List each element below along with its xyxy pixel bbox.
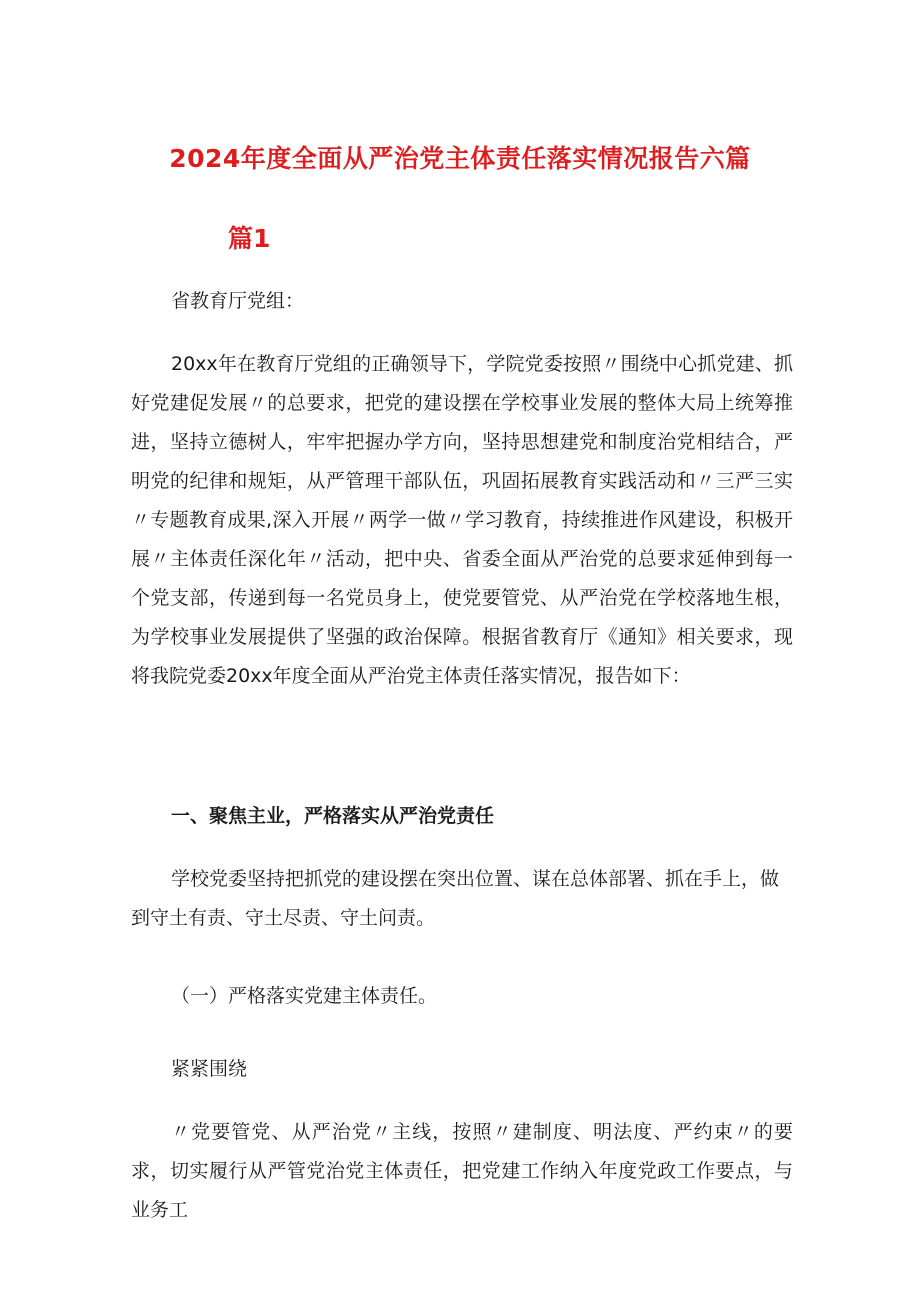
subheading-2: （一）严格落实党建主体责任。 (171, 985, 438, 1007)
document-title: 2024年度全面从严治党主体责任落实情况报告六篇 (169, 144, 751, 173)
body-paragraph-3: 紧紧围绕 (171, 1058, 248, 1080)
salutation: 省教育厅党组： (171, 290, 305, 312)
subheading-1: 一、聚焦主业，严格落实从严治党责任 (171, 805, 495, 827)
body-paragraph-4: 〃党要管党、从严治党〃主线，按照〃建制度、明法度、严约束〃的要求，切实履行从严管党治党主体责任，把党建工作纳入年度党政工作要点，与业务工 (131, 1121, 793, 1221)
section-heading: 篇1 (228, 224, 271, 253)
body-paragraph-2: 学校党委坚持把抓党的建设摆在突出位置、谋在总体部署、抓在手上，做到守土有责、守土尽责、守土问责。 (131, 868, 780, 929)
body-paragraph-1: 20xx年在教育厅党组的正确领导下，学院党委按照〃围绕中心抓党建、抓好党建促发展〃的总要求，把党的建设摆在学校事业发展的整体大局上统筹推进，坚持立德树人，牢牢把握办学方向，坚持思想建党和制度治党相结合，严明党的纪律和规矩，从严管理干部队伍，巩固拓展教育实践活动和〃三严三实〃专题教育成果,深入开展〃两学一做〃学习教育，持续推进作风建设，积极开展〃主体责任深化年〃活动，把中央、省委全面从严治党的总要求延伸到每一个党支部，传递到每一名党员身上，使党要管党、从严治党在学校落地生根，为学校事业发展提供了坚强的政治保障。根据省教育厅《通知》相关要求，现将我院党委20xx年度全面从严治党主体责任落实情况，报告如下： (131, 353, 793, 687)
